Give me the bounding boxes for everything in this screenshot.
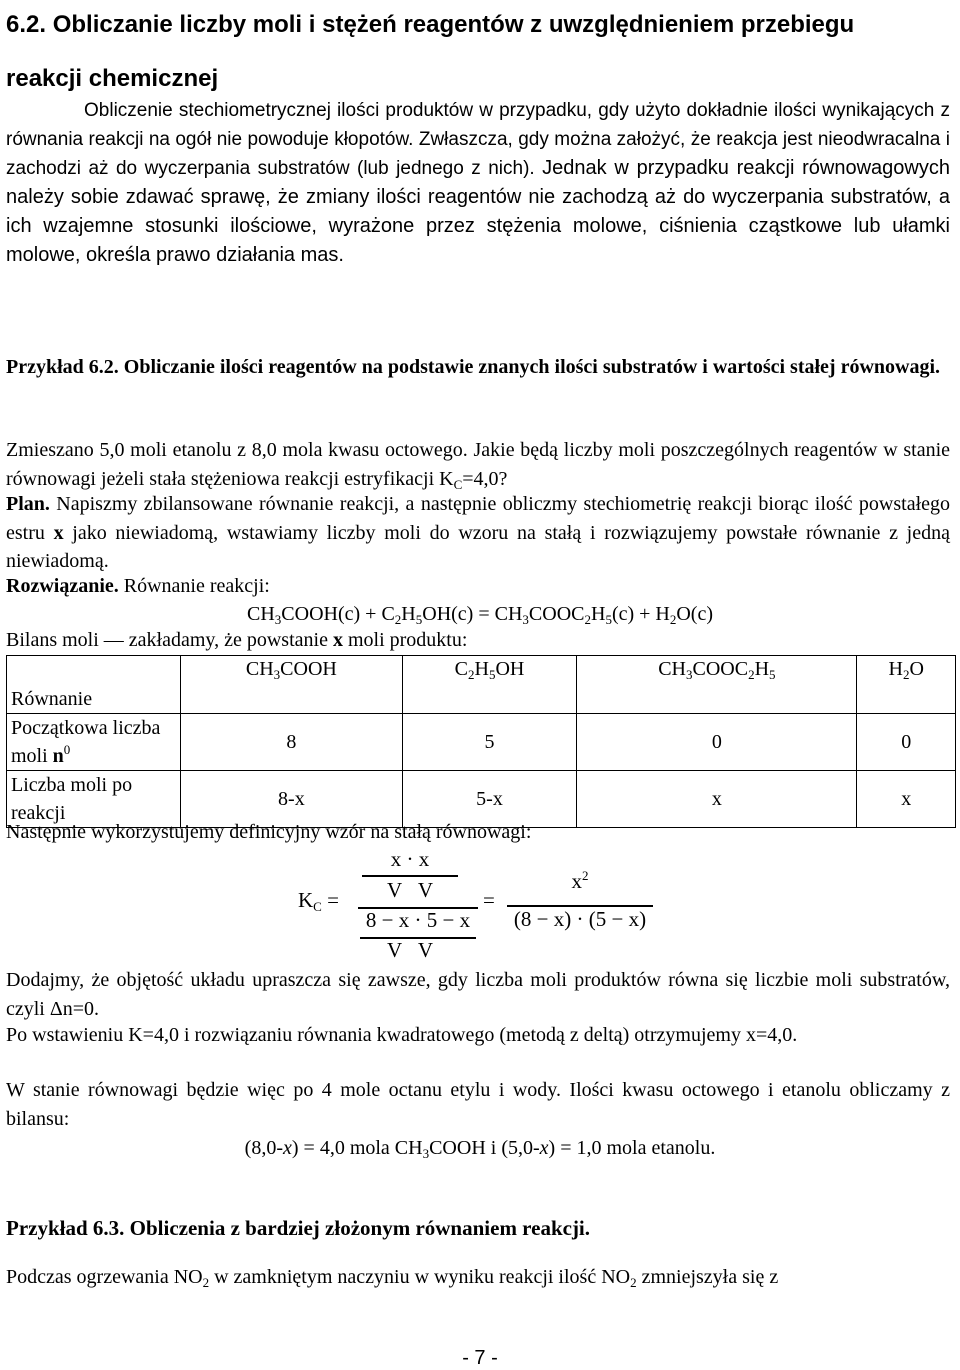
problem-text-end: =4,0? [462, 467, 508, 490]
row-label: Początkowa liczba moli [11, 717, 161, 767]
formula-k: $K_C$ = [298, 888, 339, 914]
plan-text: Napiszmy zbilansowane równanie reakcji, a następnie obliczmy stechiometrię reakcji biorąc ilość powstałego estru [6, 493, 951, 544]
plan-label: Plan. [6, 493, 50, 515]
section-title-line2: reakcji chemicznej [6, 65, 219, 92]
formula-v1: V V [386, 878, 434, 902]
formula-num2: 8 − x · 5 − x [365, 908, 471, 932]
next-text [6, 818, 950, 847]
table-cell: Równanie [7, 656, 181, 714]
intro-paragraph-part2: Jednak w przypadku reakcji równowagowych należy sobie zdawać sprawę, że zmiany ilości reagentów nie zachodzą aż do wyczerpania substratów, a ich wzajemne stosunki ilościowe, wyrażone przez stężenia molowe, ciśnienia cząstkowe lub ułamki molowe, określa prawo działania mas. [6, 157, 950, 266]
solution-line [6, 572, 950, 601]
formula-res-num: $x^2$ [571, 868, 589, 893]
example62-problem [6, 436, 950, 493]
table-cell: 0 [577, 714, 857, 771]
table-cell: $H_2O$ [857, 656, 956, 714]
problem-sub: C [453, 476, 463, 492]
problem-text: Zmieszano 5,0 moli etanolu z 8,0 mola kwasu octowego. Jakie będą liczby moli poszczególnych reagentów w stanie równowagi jeżeli stała stężeniowa reakcji estryfikacji K [6, 439, 950, 490]
solution-text: Równanie reakcji: [123, 575, 270, 597]
table-cell: $CH_3COOC_2H_5$ [577, 656, 857, 714]
formula-eq: = [483, 888, 495, 912]
section-title-line1: 6.2. Obliczanie liczby moli i stężeń reagentów z uwzględnieniem przebiegu [6, 11, 855, 38]
n-sup: 0 [63, 742, 71, 757]
note-3: W stanie równowagi będzie więc po 4 mole octanu etylu i wody. Ilości kwasu octowego i etanolu obliczamy z bilansu: [6, 1079, 950, 1130]
formula-num: x · x [390, 847, 430, 871]
table-cell: $C_2H_5OH$ [402, 656, 577, 714]
balance-var: x [332, 629, 343, 651]
mole-balance-table [6, 655, 956, 828]
formula-line-1 [362, 875, 458, 877]
solution-label: Rozwiązanie. [6, 575, 119, 597]
equilibrium-formula [0, 845, 960, 970]
section-title [6, 2, 956, 102]
note-2: Po wstawieniu K=4,0 i rozwiązaniu równania kwadratowego (metodą z deltą) otrzymujemy x=4,0. [6, 1024, 798, 1046]
table-cell: 5-x [402, 771, 577, 828]
plan-paragraph [6, 490, 950, 576]
example62-title [6, 345, 950, 389]
table-cell: x [857, 771, 956, 828]
intro-paragraph [6, 96, 950, 270]
balance-text2: moli produktu: [347, 629, 468, 651]
intro-paragraph-part1: Obliczenie stechiometrycznej ilości produktów w przypadku, gdy użyto dokładnie ilości wynikających z równania reakcji na ogół nie powoduje kłopotów. Zwłaszcza, gdy można założyć, że reakcja jest nieodwracalna i zachodzi aż do wyczerpania substratów (lub jednego z nich). [6, 100, 950, 179]
table-cell: 0 [857, 714, 956, 771]
plan-text2: jako niewiadomą, wstawiamy liczby moli do wzoru na stałą i rozwiązujemy powstałe równanie z jedną niewiadomą. [6, 521, 950, 572]
table-cell: Liczba moli po reakcji [7, 771, 181, 828]
table-cell: 8-x [181, 771, 403, 828]
balance-text: Bilans moli — zakładamy, że powstanie [6, 629, 328, 651]
result-line: (8,0-x) = 4,0 mola $CH_3COOH$ i (5,0-x) = 1,0 mola etanolu. [244, 1137, 716, 1161]
note-1: Dodajmy, że objętość układu upraszcza się zawsze, gdy liczba moli produktów równa się liczbie moli substratów, czyli Δn=0. [6, 969, 950, 1020]
balance-line [6, 626, 950, 655]
page-number: - 7 - [462, 1347, 498, 1369]
next-text-content: Następnie wykorzystujemy definicyjny wzór na stałą równowagi: [6, 821, 532, 843]
last-line: Podczas ogrzewania $NO_2$ w zamkniętym naczyniu w wyniku reakcji ilość $NO_2$ zmniejszyła się z [6, 1266, 779, 1290]
table-cell [7, 714, 181, 771]
n-symbol: n [52, 745, 64, 767]
formula-res-den: (8 − x) · (5 − x) [513, 907, 647, 931]
table-cell: $CH_3COOH$ [181, 656, 403, 714]
table-row [7, 656, 956, 714]
table-cell: x [577, 771, 857, 828]
reaction-equation: $CH_3COOH(c) + C_2H_5OH(c)$ = $CH_3COOC_2H_5(c) + H_2O(c)$ [247, 603, 713, 627]
example63-title: Przykład 6.3. Obliczenia z bardziej złożonym równaniem reakcji. [6, 1216, 591, 1240]
table-row [7, 714, 956, 771]
formula-v2: V V [386, 938, 434, 962]
table-cell: 5 [402, 714, 577, 771]
plan-var: x [53, 521, 64, 544]
example62-title-text: Przykład 6.2. Obliczanie ilości reagentów na podstawie znanych ilości substratów i wartości stałej równowagi. [6, 356, 941, 378]
table-cell: 8 [181, 714, 403, 771]
